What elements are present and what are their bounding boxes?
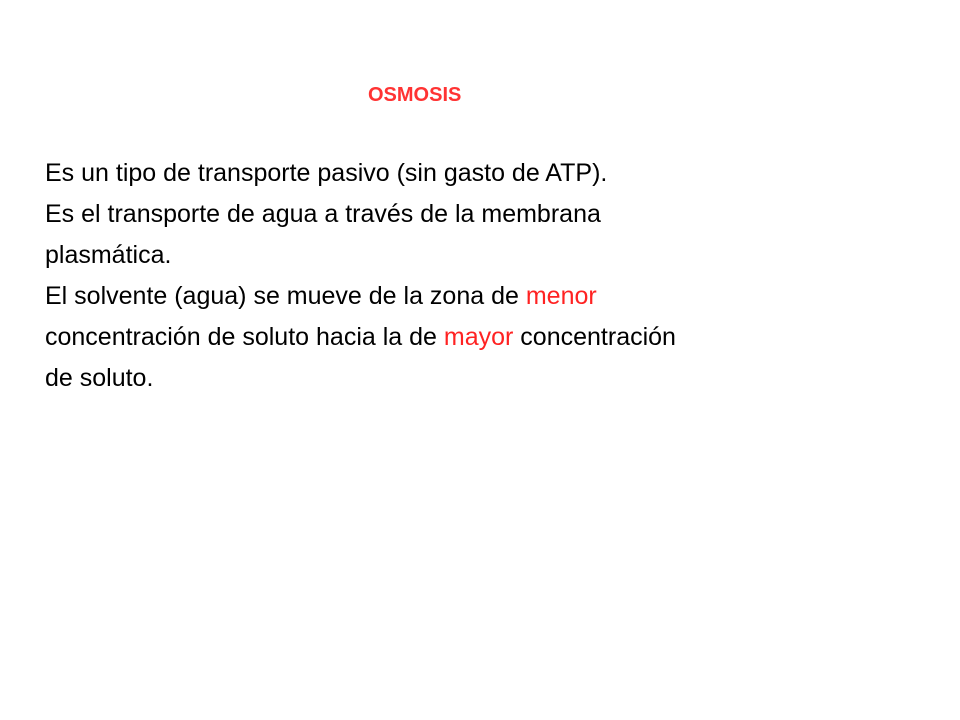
body-line-4-text: El solvente (agua) se mueve de la zona de [45,282,526,310]
highlight-mayor: mayor [443,323,514,351]
slide-body [45,153,925,399]
body-line-5 [45,317,925,358]
body-line-5-text: concentración de soluto hacia la de [45,323,444,351]
body-line-3: plasmática. [45,241,172,269]
body-line-2: Es el transporte de agua a través de la membrana [45,200,601,228]
body-line-1: Es un tipo de transporte pasivo (sin gasto de ATP). [45,159,608,187]
slide-title: OSMOSIS [368,84,462,106]
body-line-4 [45,276,925,317]
highlight-menor: menor [525,282,597,310]
body-line-5-end: concentración [513,323,676,351]
body-line-6: de soluto. [45,364,154,392]
